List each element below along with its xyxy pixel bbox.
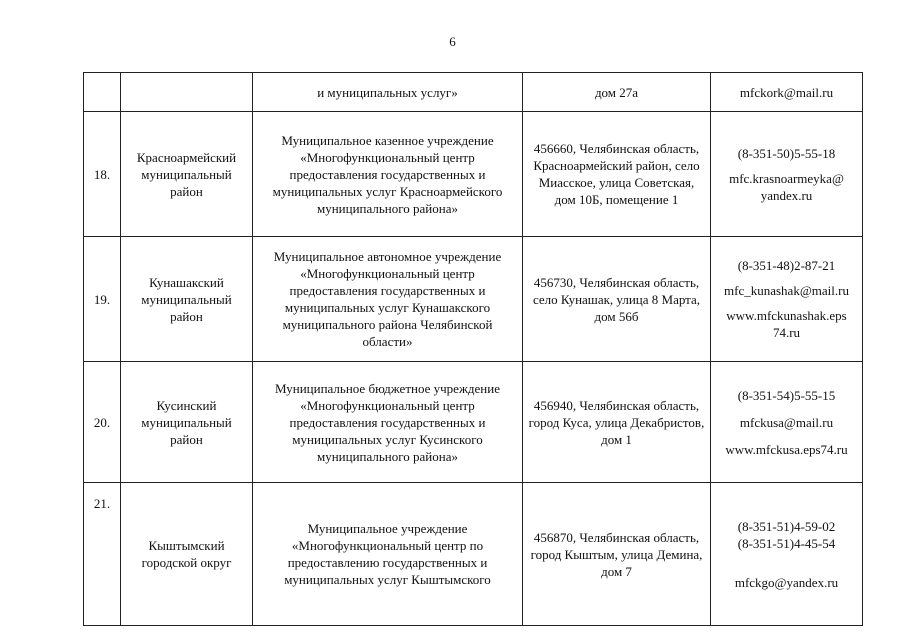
website-text: www.mfckusa.eps74.ru: [725, 441, 848, 457]
institution-cell: Муниципальное казенное учреждение «Многофункциональный центр предоставления государственных и муниципальных услуг Красноармейского муниципального района»: [253, 112, 523, 237]
mfc-directory-table: [83, 72, 863, 626]
email-text: mfckgo@yandex.ru: [734, 574, 839, 590]
page-number: 6: [449, 34, 456, 49]
website-text: www.mfckunashak.eps 74.ru: [726, 308, 847, 340]
district-cell: Кыштымский городской округ: [121, 483, 253, 626]
table-row: [84, 362, 863, 483]
table-row: [84, 112, 863, 237]
district-cell: Кунашакский муниципальный район: [121, 237, 253, 362]
address-cell: 456870, Челябинская область, город Кыштым, улица Демина, дом 7: [523, 483, 711, 626]
email-text: mfckork@mail.ru: [739, 84, 834, 100]
contacts-cell: [711, 483, 863, 626]
email-text: mfc_kunashak@mail.ru: [724, 283, 849, 298]
table-row: [84, 483, 863, 626]
row-number: [84, 73, 121, 112]
contacts-cell: [711, 237, 863, 362]
institution-cell: и муниципальных услуг»: [253, 73, 523, 112]
row-number: 21.: [84, 483, 121, 626]
row-number: 19.: [84, 237, 121, 362]
institution-cell: Муниципальное автономное учреждение «Многофункциональный центр предоставления государственных и муниципальных услуг Кунашакского муниципального района Челябинской области»: [253, 237, 523, 362]
phone-text: (8-351-50)5-55-18: [737, 145, 836, 161]
phone-text: (8-351-54)5-55-15: [737, 387, 836, 403]
email-text: mfckusa@mail.ru: [739, 414, 834, 430]
phone-text: (8-351-48)2-87-21: [737, 258, 836, 273]
district-cell: Кусинский муниципальный район: [121, 362, 253, 483]
address-cell: 456730, Челябинская область, село Кунашак, улица 8 Марта, дом 56б: [523, 237, 711, 362]
table-row: [84, 237, 863, 362]
address-cell: 456940, Челябинская область, город Куса, улица Декабристов, дом 1: [523, 362, 711, 483]
row-number: 20.: [84, 362, 121, 483]
phone-text: (8-351-51)4-45-54: [737, 535, 836, 551]
row-number: 18.: [84, 112, 121, 237]
contacts-cell: [711, 362, 863, 483]
institution-cell: Муниципальное учреждение «Многофункциональный центр по предоставлению государственных и муниципальных услуг Кыштымского: [253, 483, 523, 626]
district-cell: [121, 73, 253, 112]
address-cell: 456660, Челябинская область, Красноармейский район, село Миасское, улица Советская, дом 10Б, помещение 1: [523, 112, 711, 237]
contacts-cell: [711, 73, 863, 112]
district-cell: Красноармейский муниципальный район: [121, 112, 253, 237]
contacts-cell: [711, 112, 863, 237]
institution-cell: Муниципальное бюджетное учреждение «Многофункциональный центр предоставления государственных и муниципальных услуг Кусинского муниципального района»: [253, 362, 523, 483]
table-row: [84, 73, 863, 112]
phone-text: (8-351-51)4-59-02: [737, 518, 836, 534]
address-cell: дом 27а: [523, 73, 711, 112]
email-text: mfc.krasnoarmeyka@ yandex.ru: [729, 170, 844, 203]
